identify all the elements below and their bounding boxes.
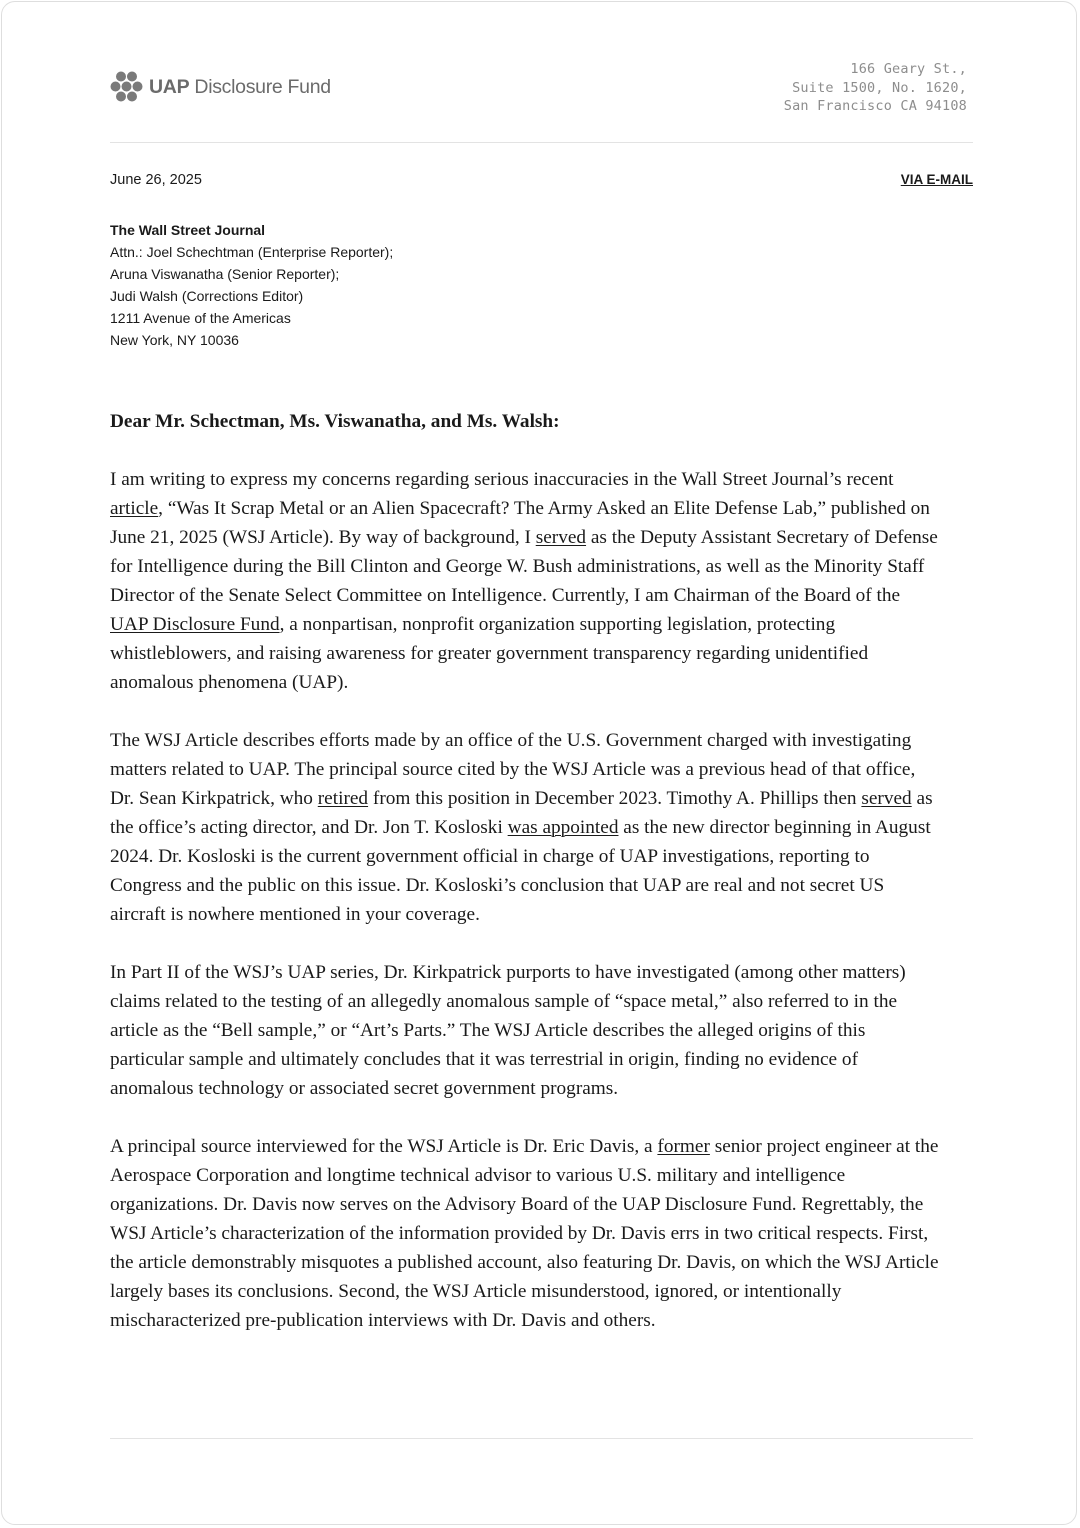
text-segment: as the Deputy Assistant Secretary of Defense <box>586 527 938 548</box>
delivery-method: VIA E-MAIL <box>900 172 973 187</box>
paragraph-line <box>110 755 976 784</box>
inline-link[interactable]: UAP Disclosure Fund <box>110 614 280 635</box>
text-segment: In Part II of the WSJ’s UAP series, Dr. Kirkpatrick purports to have investigated (among other matters) <box>110 962 906 983</box>
letter-body <box>110 407 976 1364</box>
recipient-line: 1211 Avenue of the Americas <box>110 310 291 326</box>
org-logo-text <box>149 76 331 99</box>
letter-date: June 26, 2025 <box>110 172 202 188</box>
body-paragraph <box>110 465 976 697</box>
paragraph-line <box>110 1190 976 1219</box>
text-segment: whistleblowers, and raising awareness for greater government transparency regarding unidentified <box>110 643 869 664</box>
paragraph-line <box>110 1248 976 1277</box>
paragraph-line <box>110 1074 976 1103</box>
text-segment: , “Was It Scrap Metal or an Alien Spacecraft? The Army Asked an Elite Defense Lab,” published on <box>158 498 930 519</box>
text-segment: 2024. Dr. Kosloski is the current government official in charge of UAP investigations, reporting to <box>110 846 870 867</box>
letter-paragraphs <box>110 465 976 1335</box>
text-segment: aircraft is nowhere mentioned in your coverage. <box>110 904 480 925</box>
recipient-line: Aruna Viswanatha (Senior Reporter); <box>110 266 340 282</box>
paragraph-line <box>110 987 976 1016</box>
paragraph-line <box>110 639 976 668</box>
recipient-organization: The Wall Street Journal <box>110 222 266 238</box>
address-line: Suite 1500, No. 1620, <box>792 79 967 96</box>
paragraph-line <box>110 1161 976 1190</box>
body-paragraph <box>110 1132 976 1335</box>
paragraph-line <box>110 900 976 929</box>
text-segment: the office’s acting director, and Dr. Jon T. Kosloski <box>110 817 508 838</box>
paragraph-line <box>110 1306 976 1335</box>
text-segment: anomalous technology or associated secret government programs. <box>110 1078 619 1099</box>
address-line: San Francisco CA 94108 <box>783 98 967 114</box>
paragraph-line <box>110 958 976 987</box>
logo-bold-text: UAP <box>149 75 190 98</box>
header-divider <box>110 142 973 143</box>
text-segment: Dr. Sean Kirkpatrick, who <box>110 788 318 809</box>
paragraph-line <box>110 813 976 842</box>
text-segment: A principal source interviewed for the WSJ Article is Dr. Eric Davis, a <box>110 1136 658 1157</box>
inline-link[interactable]: was appointed <box>507 817 619 838</box>
text-segment: mischaracterized pre-publication interviews with Dr. Davis and others. <box>110 1310 656 1331</box>
text-segment: as the new director beginning in August <box>618 817 931 838</box>
inline-link[interactable]: served <box>535 527 587 548</box>
body-paragraph <box>110 958 976 1103</box>
hexagon-cluster-icon <box>110 70 144 104</box>
letter-page <box>1 1 1077 1525</box>
text-segment: anomalous phenomena (UAP). <box>110 672 349 693</box>
paragraph-line <box>110 1219 976 1248</box>
text-segment: largely bases its conclusions. Second, the WSJ Article misunderstood, ignored, or intentionally <box>110 1281 842 1302</box>
salutation: Dear Mr. Schectman, Ms. Viswanatha, and Ms. Walsh: <box>110 411 560 432</box>
paragraph-line <box>110 523 976 552</box>
org-logo <box>110 70 331 104</box>
text-segment: Congress and the public on this issue. Dr. Kosloski’s conclusion that UAP are real and not secret US <box>110 875 885 896</box>
paragraph-line <box>110 1016 976 1045</box>
text-segment: WSJ Article’s characterization of the information provided by Dr. Davis errs in two critical respects. First, <box>110 1223 929 1244</box>
inline-link[interactable]: served <box>861 788 912 809</box>
text-segment: particular sample and ultimately concludes that it was terrestrial in origin, finding no evidence of <box>110 1049 858 1070</box>
recipient-line: Judi Walsh (Corrections Editor) <box>110 288 304 304</box>
text-segment: , a nonpartisan, nonprofit organization supporting legislation, protecting <box>279 614 836 635</box>
paragraph-line <box>110 465 976 494</box>
text-segment: organizations. Dr. Davis now serves on the Advisory Board of the UAP Disclosure Fund. Regrettably, the <box>110 1194 924 1215</box>
text-segment: article as the “Bell sample,” or “Art’s Parts.” The WSJ Article describes the alleged origins of this <box>110 1020 866 1041</box>
text-segment: claims related to the testing of an allegedly anomalous sample of “space metal,” also referred to in the <box>110 991 898 1012</box>
paragraph-line <box>110 610 976 639</box>
paragraph-line <box>110 726 976 755</box>
sender-address <box>784 60 967 116</box>
paragraph-line <box>110 552 976 581</box>
inline-link[interactable]: retired <box>317 788 369 809</box>
text-segment: I am writing to express my concerns regarding serious inaccuracies in the Wall Street Journal’s recent <box>110 469 894 490</box>
text-segment: for Intelligence during the Bill Clinton and George W. Bush administrations, as well as the Minority Staff <box>110 556 925 577</box>
paragraph-line <box>110 494 976 523</box>
paragraph-line <box>110 842 976 871</box>
paragraph-line <box>110 1277 976 1306</box>
paragraph-line <box>110 1045 976 1074</box>
paragraph-line <box>110 871 976 900</box>
text-segment: Director of the Senate Select Committee on Intelligence. Currently, I am Chairman of the Board of the <box>110 585 901 606</box>
text-segment: as <box>911 788 933 809</box>
text-segment: senior project engineer at the <box>709 1136 939 1157</box>
body-paragraph <box>110 726 976 929</box>
recipient-block <box>110 219 393 351</box>
text-segment: June 21, 2025 (WSJ Article). By way of background, I <box>110 527 536 548</box>
paragraph-line <box>110 784 976 813</box>
text-segment: Aerospace Corporation and longtime technical advisor to various U.S. military and intelligence <box>110 1165 846 1186</box>
letter-meta <box>110 172 973 192</box>
text-segment: the article demonstrably misquotes a published account, also featuring Dr. Davis, on which the WSJ Article <box>110 1252 939 1273</box>
inline-link[interactable]: article <box>110 498 159 519</box>
recipient-line: Attn.: Joel Schechtman (Enterprise Reporter); <box>110 244 394 260</box>
logo-rest-text: Disclosure Fund <box>194 75 331 98</box>
paragraph-line <box>110 581 976 610</box>
paragraph-line <box>110 1132 976 1161</box>
address-line: 166 Geary St., <box>850 61 967 77</box>
footer-divider <box>110 1438 973 1439</box>
text-segment: The WSJ Article describes efforts made by an office of the U.S. Government charged with investigating <box>110 730 912 751</box>
text-segment: from this position in December 2023. Timothy A. Phillips then <box>368 788 862 809</box>
text-segment: matters related to UAP. The principal source cited by the WSJ Article was a previous head of that office, <box>110 759 916 780</box>
recipient-line: New York, NY 10036 <box>110 332 239 348</box>
paragraph-line <box>110 668 976 697</box>
inline-link[interactable]: former <box>657 1136 710 1157</box>
